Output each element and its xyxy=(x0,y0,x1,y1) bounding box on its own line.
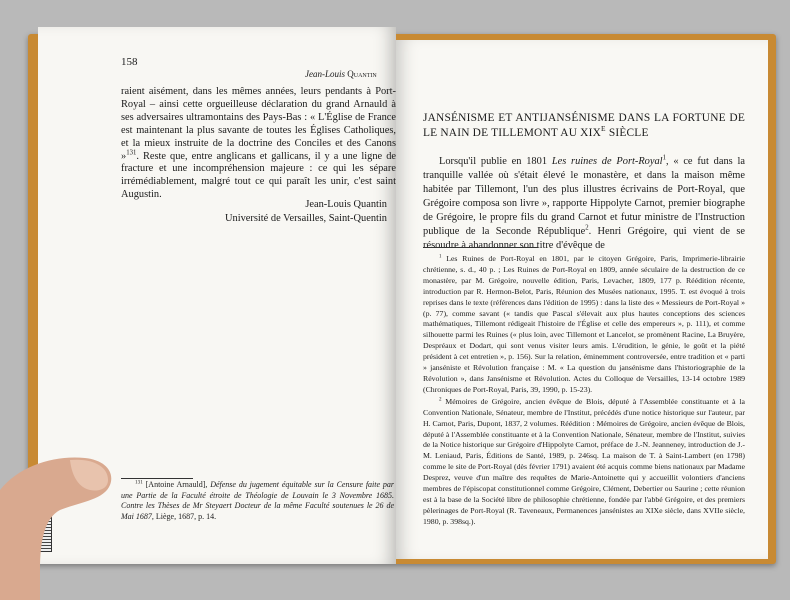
left-footnote-title: Défense du jugement équitable sur la Censure faite par une Partie de la Faculté étroite de Théologie de Louvain le 3 Novembre 1685. Contre les Thèses de Mr Steyaert Docteur de la même Faculté soutenues le 26 de Mai 1687 xyxy=(121,480,394,521)
chapter-title-end: SIÈCLE xyxy=(605,127,649,139)
footnote-1 xyxy=(423,254,745,396)
footnote-2-number: 2 xyxy=(439,396,442,403)
footnote-rule-left xyxy=(121,478,193,479)
chapter-title xyxy=(423,111,745,141)
left-footnote-text-b: , Liège, 1687, p. 14. xyxy=(151,511,217,521)
signature-affiliation: Université de Versailles, Saint-Quentin xyxy=(225,213,387,224)
footnote-ref-1: 1 xyxy=(662,154,666,162)
footnote-1-text: Les Ruines de Port-Royal en 1801, par le citoyen Grégoire, Paris, Imprimerie-librairie chrétienne, s. d., 40 p. ; Les Ruines de Port-Royal en 1809, année séculaire de la destruction de ce monastère, par M. Grégoire, nouvelle édition, Paris, Levacher, 1809, 177 p. Réédition récente, introduction par R. Hermon-Belot, Paris, Réunion des Musées nationaux, 1995. T. est évoqué à trois reprises dans le texte (références dans l'édition de 1995) : dans la liste des « Messieurs de Port-Royal » (p. 77), comme savant (« tandis que Pascal s'élevait aux plus hautes conceptions des sciences mathématiques, Tillemont rédigeait l'histoire de l'Église et celle des empereurs », p. 111), et comme silhouette parmi les Ruines (« plus loin, avec Tillemont et Lancelot, se promènent Racine, La Bruyère, Despréaux et Dodart, qui sont venus visiter leurs amis. L'érudition, le génie, le goût et la piété président à cet entretien », p. 156). Sur la relation, éminemment controversée, entre tradition et « parti » janséniste et Révolution française : M. « La question du jansénisme dans l'historiographie de la Révolution », dans Jansénisme et Révolution. Actes du Colloque de Versailles, 13-14 octobre 1989 (Chroniques de Port-Royal, Paris, 39, 1990, p. 15-23). xyxy=(423,254,745,394)
footnote-2-text: Mémoires de Grégoire, ancien évêque de Blois, député à l'Assemblée constituante et à la Convention Nationale, Sénateur, membre de l'Institut, précédés d'une notice historique sur l'auteur, par H. Carnot, Paris, Dupont, 1837, 2 volumes. Réédition : Mémoires de Grégoire, ancien évêque de Blois, député à l'Assemblée constituante et à la Convention Nationale, Sénateur, membre de l'Institut, suivies de la Notice historique sur Grégoire d'Hippolyte Carnot, préface de J.-N. Jeanneney, introduction de J.-M. Leniaud, Paris, Éditions de Santé, 1989, p. 246sq. La maison de T. à Saint-Lambert (en 1798) comme le site de Port-Royal (dès février 1791) avaient été acquis comme biens nationaux par Madame Desprez, veuve d'un maître des requêtes de Marie-Antoinette qui y accueillit volontiers d'anciens membres de l'épiscopat constitutionnel comme Grégoire, Clément, Debertier ou Saurine ; cette réunion est à la base de la Société libre de philosophie chrétienne, fondée par l'abbé Grégoire, et des premiers pèlerinages de Port-Royal (R. Taveneaux, Permanences jansénistes au XIXe siècle, dans XVIIe siècle, 1980, p. 398sq.). xyxy=(423,396,745,526)
running-head-author: Jean-Louis xyxy=(305,69,348,79)
right-body-part-a: Lorsqu'il publie en 1801 xyxy=(439,156,552,167)
left-body-text xyxy=(121,86,396,202)
left-body-part-2: . Reste que, entre anglicans et gallicans, il y a une ligne de fracture et une incompréhension majeure : ce qui les sépare irrémédiablement, malgré tout ce qui paraît les unir, c'est saint Augustin. xyxy=(121,150,396,201)
chapter-title-sup: E xyxy=(601,124,606,134)
right-body-book-title: Les ruines de Port-Royal xyxy=(551,156,663,167)
signature-name: Jean-Louis Quantin xyxy=(305,199,387,210)
author-signature xyxy=(121,198,387,226)
footnote-rule-right xyxy=(423,247,538,248)
left-body-part-1: raient aisément, dans les mêmes années, leurs pendants à Port-Royal – ainsi cette orgueilleuse déclaration du grand Arnauld à ses adversaires ultramontains des Pays-Bas : « L'Église de France est maintenant la plus savante de toutes les Églises Catholiques, et la mieux instruite de la doctrine des Conciles et des Canons » xyxy=(121,86,396,162)
left-footnote-text-a: [Antoine Arnauld], xyxy=(142,480,211,489)
footnote-ref-131: 131 xyxy=(126,149,137,157)
running-head xyxy=(305,69,377,79)
page-number: 158 xyxy=(121,56,138,68)
right-footnotes xyxy=(423,254,745,529)
right-body-part-b: , « ce fut dans la tranquille vallée où s'était élevé le monastère, et dans la maison même habitée par Tillemont, l'un des plus illustres écrivains de Port-Royal, que Grégoire composa son livre », rapporte Hippolyte Carnot, premier biographe de Grégoire, le propre fils du grand Carnot et futur ministre de l'Instruction publique de la Seconde République xyxy=(423,156,746,237)
left-footnote-number: 131 xyxy=(135,479,143,486)
left-footnote xyxy=(121,480,394,522)
footnote-2 xyxy=(423,397,745,528)
footnote-ref-2: 2 xyxy=(585,224,589,232)
right-body-part-c: . Henri Grégoire, qui vient de se résoudre à abandonner son titre d'évêque de xyxy=(423,226,745,251)
chapter-title-main: JANSÉNISME ET ANTIJANSÉNISME DANS LA FORTUNE DE LE NAIN DE TILLEMONT AU XIX xyxy=(423,112,745,139)
footnote-1-number: 1 xyxy=(439,253,442,260)
page-edge-strip xyxy=(36,470,52,552)
right-body-text xyxy=(423,155,745,253)
running-head-surname: Quantin xyxy=(347,69,377,79)
